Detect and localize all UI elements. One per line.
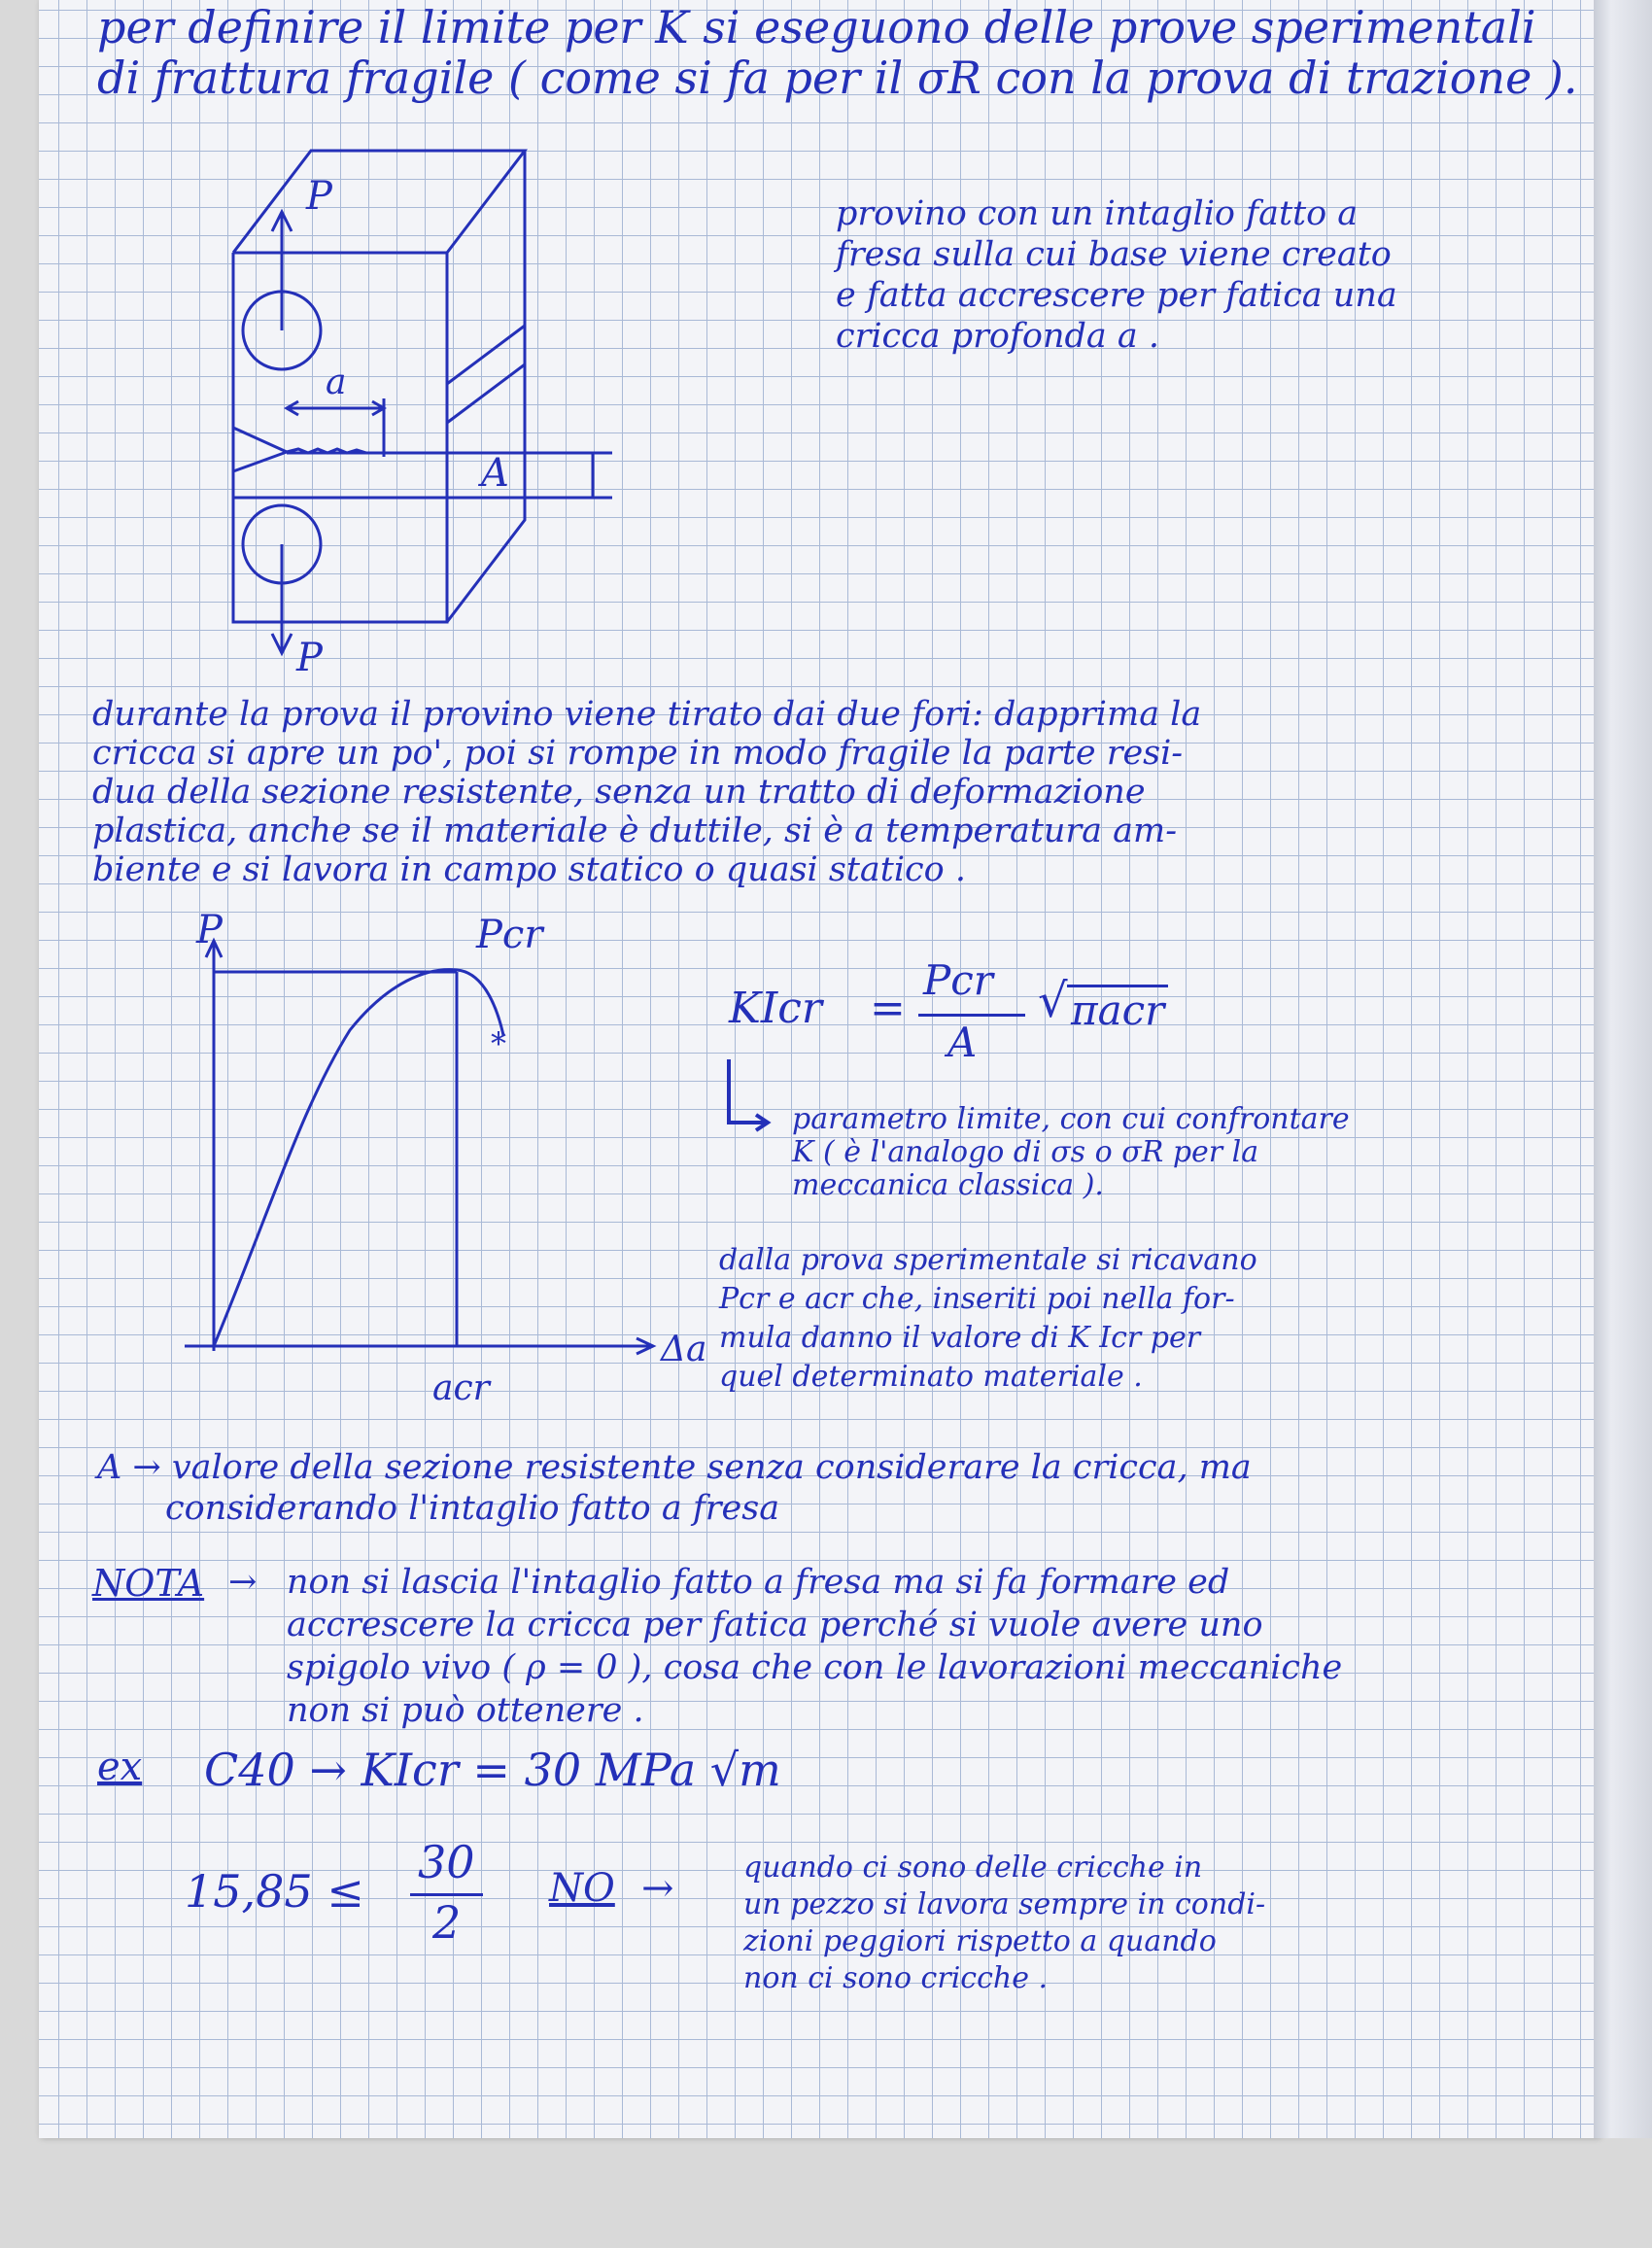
conclusion-line: non ci sono cricche . <box>743 1961 1049 1995</box>
definition-line: considerando l'intaglio fatto a fresa <box>165 1489 780 1528</box>
x-tick-label: acr <box>432 1368 490 1408</box>
note-line: fresa sulla cui base viene creato <box>836 235 1392 274</box>
conclusion-note <box>743 1850 1266 2053</box>
formula-numerator: Pcr <box>923 956 993 1004</box>
formula-equals: = <box>870 984 906 1033</box>
conclusion-line: zioni peggiori rispetto a quando <box>743 1924 1217 1958</box>
notch <box>233 428 287 471</box>
nota-line: non si può ottenere . <box>287 1691 644 1730</box>
specimen-front-face <box>233 253 447 622</box>
nota-line: spigolo vivo ( ρ = 0 ), cosa che con le lavorazioni meccaniche <box>287 1648 1343 1687</box>
notebook-page <box>39 0 1599 2138</box>
crack-depth-label: a <box>326 363 347 402</box>
example-comparison <box>185 1837 768 1973</box>
derive-line: mula danno il valore di K Icr per <box>719 1321 1201 1355</box>
note-line: cricca profonda a . <box>836 317 1160 356</box>
fraction-bar <box>918 1014 1025 1017</box>
peak-label: Pcr <box>476 914 543 957</box>
specimen-drawing <box>204 136 748 680</box>
intro-line: per definire il limite per K si eseguono delle prove sperimentali <box>97 1 1536 53</box>
fraction-numerator: 30 <box>418 1836 475 1888</box>
fracture-mark: * <box>491 1025 506 1062</box>
specimen-side-face <box>447 151 525 622</box>
formula-denominator: A <box>947 1019 978 1066</box>
definition-line: A → valore della sezione resistente senza considerare la cricca, ma <box>97 1448 1252 1487</box>
nota-label: NOTA <box>92 1562 205 1605</box>
formula <box>729 957 1234 1074</box>
specimen-note <box>836 194 1397 430</box>
fraction-denominator: 2 <box>432 1896 462 1949</box>
verdict: NO <box>549 1866 615 1911</box>
notebook-spine <box>1594 0 1652 2138</box>
compare-lhs: 15,85 ≤ <box>185 1865 364 1918</box>
nota-arrow: → <box>228 1563 258 1602</box>
param-line: K ( è l'analogo di σs o σR per la <box>792 1135 1259 1169</box>
paragraph-line: biente e si lavora in campo statico o quasi statico . <box>92 850 966 889</box>
formula-root: πacr <box>1067 985 1168 1034</box>
derive-line: quel determinato materiale . <box>719 1360 1143 1394</box>
param-line: parametro limite, con cui confrontare <box>792 1102 1350 1136</box>
load-label-bottom: P <box>296 636 323 680</box>
derive-note <box>719 1243 1257 1445</box>
nota-line: non si lascia l'intaglio fatto a fresa ma si fa formare ed <box>287 1563 1230 1602</box>
nota-line: accrescere la cricca per fatica perché si vuole avere uno <box>287 1606 1263 1644</box>
intro-line: di frattura fragile ( come si fa per il σR con la prova di trazione ). <box>97 52 1578 104</box>
specimen-top-face <box>233 151 525 253</box>
paragraph-line: dua della sezione resistente, senza un tratto di deformazione <box>92 773 1146 812</box>
load-label-top: P <box>306 174 332 219</box>
formula-lhs: KIcr <box>729 984 822 1033</box>
example-line: C40 → KIcr = 30 MPa √m <box>204 1744 781 1796</box>
derive-line: dalla prova sperimentale si ricavano <box>719 1243 1257 1277</box>
x-axis-label: Δa <box>661 1330 707 1369</box>
section-label: A <box>481 451 509 496</box>
sqrt-sign: √ <box>1038 974 1068 1028</box>
load-curve <box>214 970 503 1346</box>
param-line: meccanica classica ). <box>792 1168 1104 1202</box>
note-line: provino con un intaglio fatto a <box>836 194 1359 233</box>
param-arrow <box>719 1055 777 1142</box>
paragraph-line: cricca si apre un po', poi si rompe in modo fragile la parte resi- <box>92 734 1184 773</box>
note-line: e fatta accrescere per fatica una <box>836 276 1397 315</box>
y-axis-label: P <box>196 914 223 952</box>
conclusion-line: quando ci sono delle cricche in <box>743 1850 1203 1885</box>
load-crack-graph <box>155 914 739 1419</box>
conclusion-line: un pezzo si lavora sempre in condi- <box>743 1887 1266 1921</box>
verdict-arrow: → <box>641 1866 674 1911</box>
paragraph-line: plastica, anche se il materiale è duttile, si è a temperatura am- <box>92 812 1178 850</box>
paragraph-line: durante la prova il provino viene tirato dai due fori: dapprima la <box>92 695 1202 734</box>
derive-line: Pcr e acr che, inseriti poi nella for- <box>719 1282 1235 1316</box>
example-label: ex <box>97 1745 143 1789</box>
